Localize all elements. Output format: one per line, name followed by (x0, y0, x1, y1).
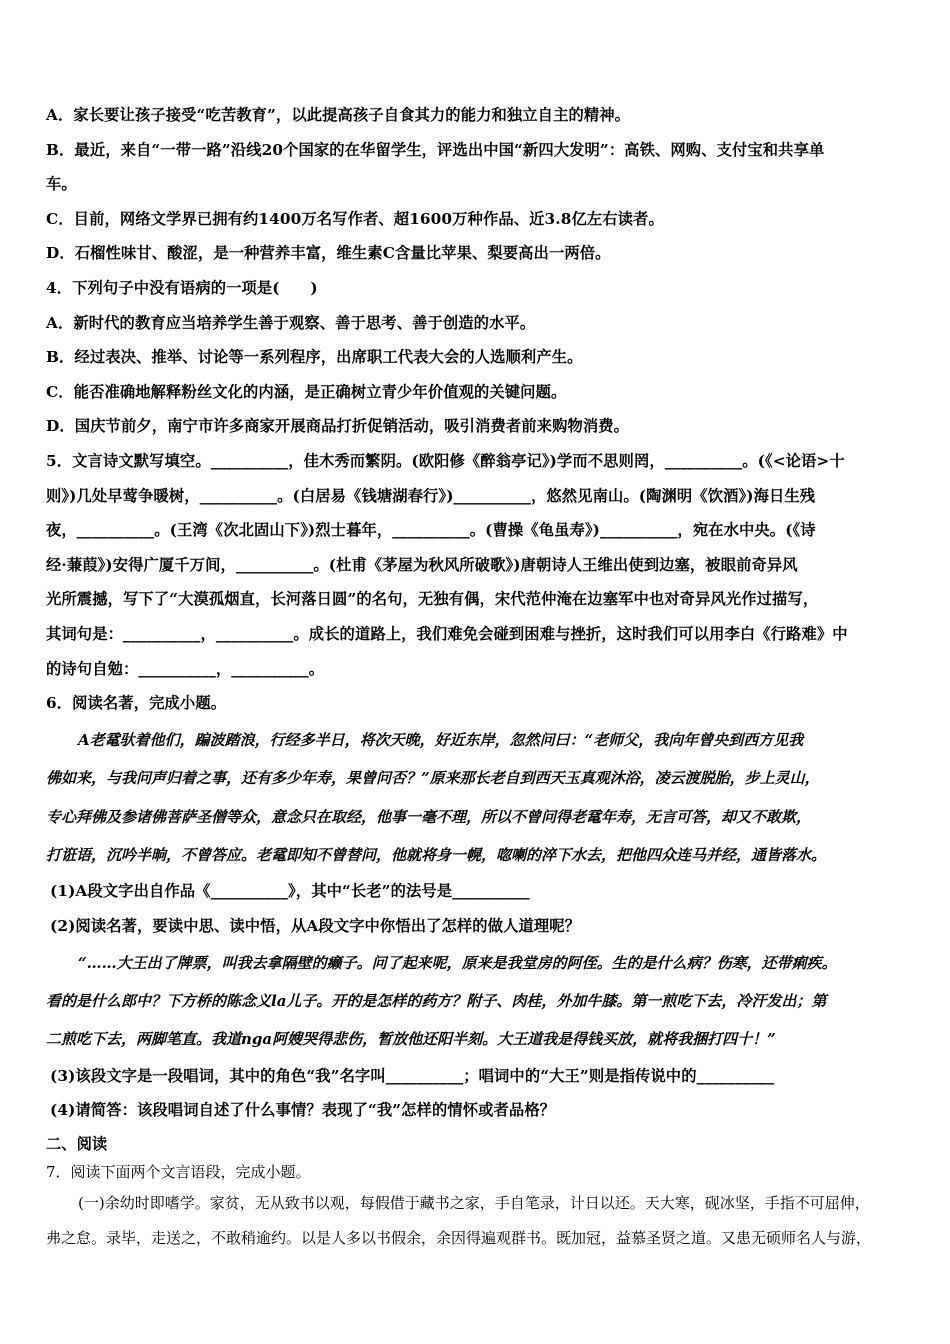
q6-stem: 6．阅读名著，完成小题。 (46, 694, 227, 713)
section-title: 二、阅读 (46, 1134, 108, 1153)
q5-line6: 其词句是：__________，__________。成长的道路上，我们难免会碰到困难与挫折，这时我们可以用李白《行路难》中 (46, 624, 848, 643)
q3-option-b-line1: B．最近，来自“一带一路”沿线20个国家的在华留学生，评选出中国“新四大发明”：高铁、网购、支付宝和共享单 (46, 140, 825, 159)
q6-subquestion-3: (3)该段文字是一段唱词，其中的角色“我”名字叫__________；唱词中的“大王”则是指传说中的__________ (50, 1066, 775, 1085)
q4-option-b: B．经过表决、推举、讨论等一系列程序，出席职工代表大会的人选顺利产生。 (46, 348, 583, 367)
q5-line2: 则》)几处早莺争暖树，__________。(白居易《钱塘湖春行》)__________，悠然见南山。(陶渊明《饮酒》)海日生残 (46, 486, 816, 505)
q6-subquestion-4: (4)请简答：该段唱词自述了什么事情？表现了“我”怎样的情怀或者品格？ (50, 1101, 556, 1120)
document-page (46, 98, 908, 1256)
q7-passage-line1: (一)余幼时即嗜学。家贫，无从致书以观，每假借于藏书之家，手自笔录，计日以还。天大寒，砚冰坚，手指不可屈伸， (78, 1193, 870, 1212)
q5-line4: 经·蒹葭》)安得广厦千万间，__________。(杜甫《茅屋为秋风所破歌》)唐朝诗人王维出使到边塞，被眼前奇异风 (46, 555, 798, 574)
q6-passage-a-line3: 专心拜佛及参诸佛菩萨圣僧等众，意念只在取经，他事一毫不理，所以不曾问得老鼋年寿，无言可答，却又不敢欺， (46, 807, 812, 826)
q3-option-d: D．石榴性味甘、酸涩，是一种营养丰富，维生素C含量比苹果、梨要高出一两倍。 (46, 244, 611, 263)
q6-passage-b-line3: 二煎吃下去，两脚笔直。我道nga阿嫂哭得悲伤，暂放他还阳半刻。大王道我是得钱买放，就将我捆打四十！” (46, 1030, 776, 1049)
q5-line1: 5．文言诗文默写填空。__________，佳木秀而繁阴。(欧阳修《醉翁亭记》)学而不思则罔，__________。(《<论语>十 (46, 451, 845, 470)
q3-option-a: A．家长要让孩子接受“吃苦教育”，以此提高孩子自食其力的能力和独立自主的精神。 (46, 106, 631, 124)
q7-passage-line2: 弗之怠。录毕，走送之，不敢稍逾约。以是人多以书假余，余因得遍观群书。既加冠，益慕圣贤之道。又患无硕师名人与游， (46, 1228, 872, 1247)
q3-option-b-line2: 车。 (46, 175, 77, 194)
q5-line3: 夜，__________。(王湾《次北固山下》)烈士暮年，__________。(曹操《龟虽寿》)__________，宛在水中央。(《诗 (46, 521, 816, 540)
q3-option-c: C．目前，网络文学界已拥有约1400万名写作者、超1600万种作品、近3.8亿左右读者。 (46, 209, 664, 228)
q4-option-d: D．国庆节前夕，南宁市许多商家开展商品打折促销活动，吸引消费者前来购物消费。 (46, 417, 630, 436)
q6-subquestion-2: (2)阅读名著，要读中思、读中悟，从A段文字中你悟出了怎样的做人道理呢？ (50, 916, 581, 935)
q4-option-c: C．能否准确地解释粉丝文化的内涵，是正确树立青少年价值观的关键问题。 (46, 382, 567, 401)
q6-subquestion-1: (1)A段文字出自作品《__________》，其中“长老”的法号是__________ (50, 882, 530, 901)
q5-line5: 光所震撼，写下了“大漠孤烟直，长河落日圆”的名句，无独有偶，宋代范仲淹在边塞军中也对奇异风光作过描写， (46, 590, 819, 609)
q6-passage-a-line4: 打诳语，沉吟半晌，不曾答应。老鼋即知不曾替问，他就将身一幌，唿喇的淬下水去，把他四众连马并经，通皆落水。 (46, 845, 827, 864)
q6-passage-a-line1: A老鼋驮着他们，蹁波踏浪，行经多半日，将次天晚，好近东岸，忽然问曰：“老师父，我向年曾央到西方见我 (78, 730, 804, 749)
q4-option-a: A．新时代的教育应当培养学生善于观察、善于思考、善于创造的水平。 (46, 313, 536, 332)
q7-stem: 7．阅读下面两个文言语段，完成小题。 (46, 1162, 311, 1181)
q4-stem: 4．下列句子中没有语病的一项是( ) (46, 278, 318, 297)
q6-passage-a-line2: 佛如来，与我问声归着之事，还有多少年寿，果曾问否？”原来那长老自到西天玉真观沐浴，凌云渡脱胎，步上灵山， (46, 769, 820, 788)
q6-passage-b-line2: 看的是什么郎中？下方桥的陈念义la儿子。开的是怎样的药方？附子、肉桂，外加牛膝。第一煎吃下去，冷汗发出；第 (46, 991, 827, 1010)
q5-line7: 的诗句自勉：__________，__________。 (46, 659, 325, 678)
q6-passage-b-line1: “……大王出了牌票，叫我去拿隔壁的癞子。问了起来呢，原来是我堂房的阿侄。生的是什么病？伤寒，还带痢疾。 (78, 953, 837, 972)
